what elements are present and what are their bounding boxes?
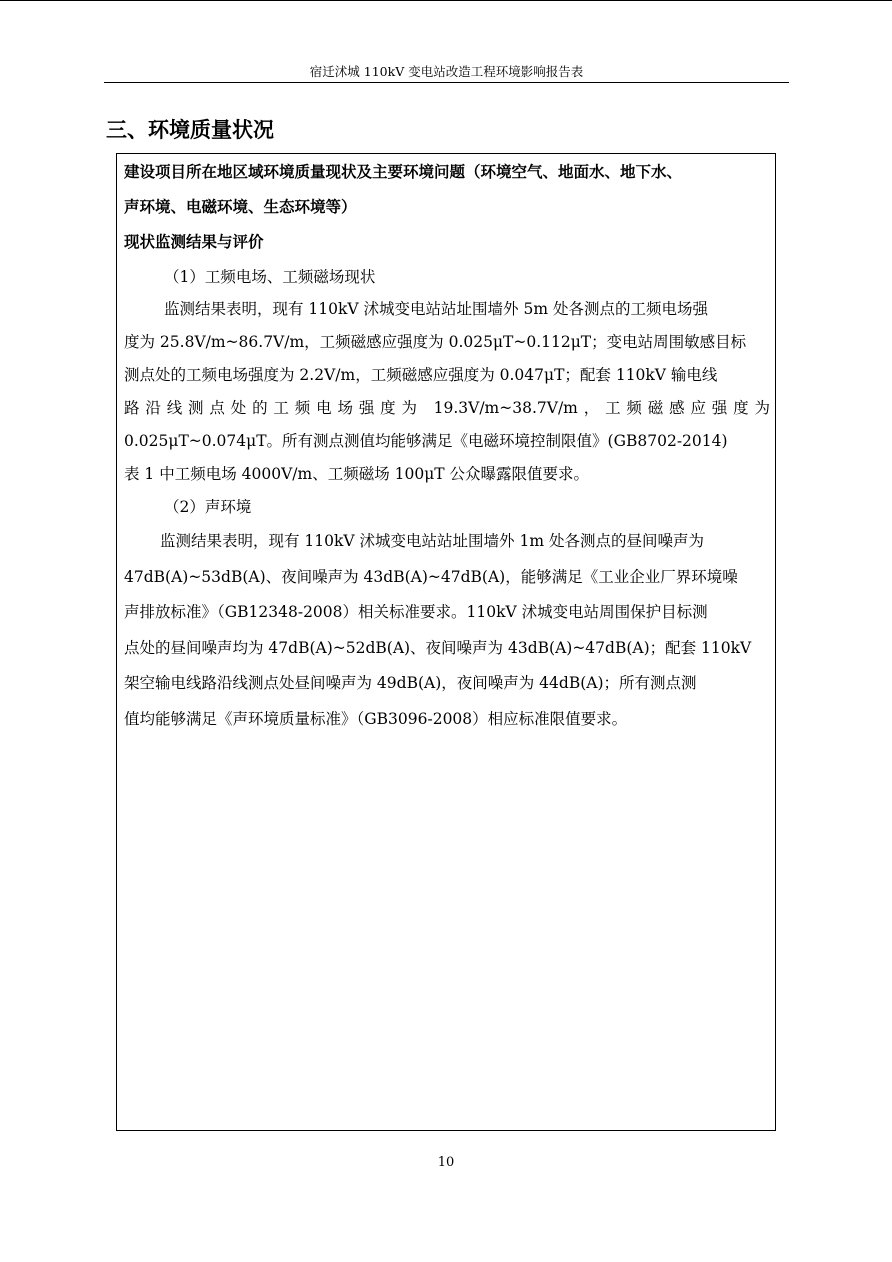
item2-line: 架空输电线路沿线测点处昼间噪声为 49dB(A)，夜间噪声为 44dB(A)；所有测点测: [124, 674, 697, 692]
section-title: 三、环境质量状况: [106, 118, 274, 142]
item1-line: 度为 25.8V/m~86.7V/m，工频磁感应强度为 0.025μT~0.112μT；变电站周围敏感目标: [124, 333, 747, 351]
box-heading-line-2: 声环境、电磁环境、生态环境等）: [124, 198, 357, 216]
item2-line: 值均能够满足《声环境质量标准》（GB3096-2008）相应标准限值要求。: [124, 709, 628, 728]
item2-line: 点处的昼间噪声均为 47dB(A)~52dB(A)、夜间噪声为 43dB(A)~47dB(A)；配套 110kV: [124, 638, 752, 657]
item1-paragraph: [124, 293, 770, 491]
item2-line: 监测结果表明，现有 110kV 沭城变电站站址围墙外 1m 处各测点的昼间噪声为: [160, 532, 704, 550]
item1-line: 监测结果表明，现有 110kV 沭城变电站站址围墙外 5m 处各测点的工频电场强: [164, 300, 708, 318]
item2-paragraph: [124, 524, 770, 737]
page-number: 10: [437, 1155, 455, 1170]
box-heading-line-1: 建设项目所在地区域环境质量现状及主要环境问题（环境空气、地面水、地下水、: [124, 163, 683, 181]
page-top-edge: [0, 0, 892, 1]
header-rule: [104, 82, 789, 83]
item2-title: （2）声环境: [164, 498, 252, 516]
item1-line: 表 1 中工频电场 4000V/m、工频磁场 100μT 公众曝露限值要求。: [124, 465, 590, 483]
running-header: 宿迁沭城 110kV 变电站改造工程环境影响报告表: [309, 64, 584, 79]
item2-line: 声排放标准》（GB12348-2008）相关标准要求。110kV 沭城变电站周围保护目标测: [124, 603, 708, 621]
item1-line: 0.025μT~0.074μT。所有测点测值均能够满足《电磁环境控制限值》(GB8702-2014): [124, 432, 728, 450]
box-subheading: 现状监测结果与评价: [124, 233, 264, 251]
item1-line: 路沿线测点处的工频电场强度为 19.3V/m~38.7V/m，工频磁感应强度为: [124, 399, 770, 417]
item1-line: 测点处的工频电场强度为 2.2V/m，工频磁感应强度为 0.047μT；配套 110kV 输电线: [124, 366, 718, 384]
item1-title: （1）工频电场、工频磁场现状: [164, 268, 376, 286]
item2-line: 47dB(A)~53dB(A)、夜间噪声为 43dB(A)~47dB(A)，能够满足《工业企业厂界环境噪: [124, 567, 738, 586]
